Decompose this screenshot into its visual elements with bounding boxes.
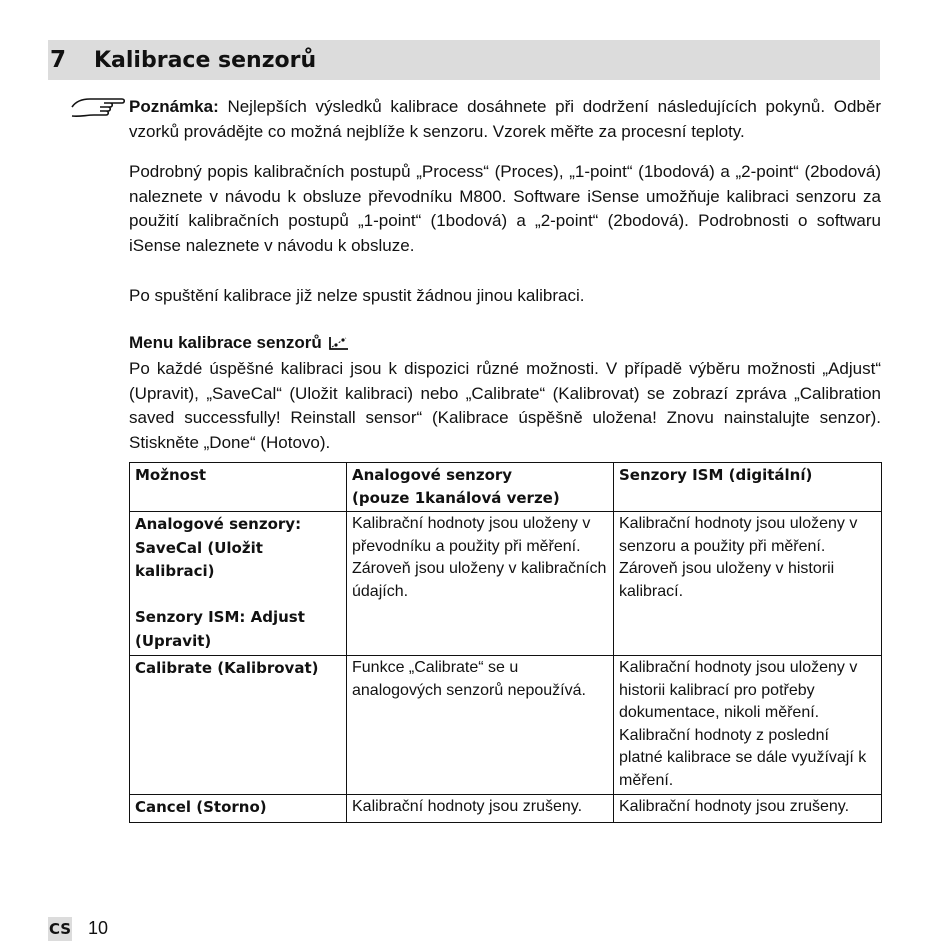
ism-cell: Kalibrační hodnoty jsou zrušeny. [614, 795, 882, 823]
pointing-hand-icon [70, 95, 126, 121]
option-cell [130, 795, 347, 823]
option-adjust: Senzory ISM: Adjust (Upravit) [135, 608, 305, 650]
table-header-row [130, 463, 882, 512]
option-calibrate: Calibrate (Kalibrovat) [135, 659, 319, 677]
menu-heading-text: Menu kalibrace senzorů [129, 333, 322, 352]
header-ism-text: Senzory ISM (digitální) [619, 466, 813, 484]
header-analog-text: Analogové senzory [352, 466, 513, 484]
paragraph-calibration-procedures: Podrobný popis kalibračních postupů „Process“ (Proces), „1-point“ (1bodová) a „2-point“ (2bodová) naleznete v návodu k obsluze převodníku M800. Software iSense umožňuje kalibraci senzoru za použití kalibračních postupů „1-point“ (1bodová) a „2-point“ (2bodová). Podrobnosti o softwaru iSense naleznete v návodu k obsluze. [129, 162, 881, 255]
option-savecal: Analogové senzory: SaveCal (Uložit kalibraci) [135, 515, 302, 580]
analog-cell: Funkce „Calibrate“ se u analogových senzorů nepoužívá. [347, 656, 614, 795]
header-analog [347, 463, 614, 512]
header-option-text: Možnost [135, 466, 207, 484]
section-title: Kalibrace senzorů [94, 47, 317, 73]
option-cell [130, 656, 347, 795]
language-badge: CS [48, 917, 72, 941]
header-analog-note: (pouze 1kanálová verze) [352, 488, 560, 507]
ism-cell: Kalibrační hodnoty jsou uloženy v historii kalibrací pro potřeby dokumentace, nikoli měření. Kalibrační hodnoty z poslední platné kalibrace se dále využívají k měření. [614, 656, 882, 795]
section-header [48, 40, 880, 80]
table-row [130, 795, 882, 823]
note-text: Nejlepších výsledků kalibrace dosáhnete při dodržení následujících pokynů. Odběr vzorků provádějte co možná nejblíže k senzoru. Vzorek měřte za procesní teploty. [129, 97, 881, 141]
analog-cell: Kalibrační hodnoty jsou zrušeny. [347, 795, 614, 823]
header-ism [614, 463, 882, 512]
ism-cell: Kalibrační hodnoty jsou uloženy v senzoru a použity při měření. Zároveň jsou uloženy v historii kalibrací. [614, 512, 882, 656]
header-option [130, 463, 347, 512]
option-cancel: Cancel (Storno) [135, 798, 267, 816]
analog-cell: Kalibrační hodnoty jsou uloženy v převodníku a použity při měření. Zároveň jsou uloženy v kalibračních údajích. [347, 512, 614, 656]
table-row [130, 656, 882, 795]
paragraph-single-calibration: Po spuštění kalibrace již nelze spustit žádnou jinou kalibraci. [129, 286, 585, 305]
calibration-icon [328, 335, 350, 351]
page-number: 10 [88, 918, 109, 938]
table-row [130, 512, 882, 656]
section-number: 7 [50, 47, 67, 73]
menu-heading [129, 333, 350, 353]
calibration-options-table [129, 462, 882, 823]
option-cell [130, 512, 347, 656]
menu-paragraph: Po každé úspěšné kalibraci jsou k dispozici různé možnosti. V případě výběru možnosti „Adjust“ (Upravit), „SaveCal“ (Uložit kalibraci) nebo „Calibrate“ (Kalibrovat) se zobrazí zpráva „Calibration saved successfully! Reinstall sensor“ (Kalibrace úspěšně uložena! Znovu nainstalujte senzor). Stiskněte „Done“ (Hotovo). [129, 359, 881, 452]
note-paragraph [129, 95, 881, 144]
note-label: Poznámka: [129, 97, 219, 116]
